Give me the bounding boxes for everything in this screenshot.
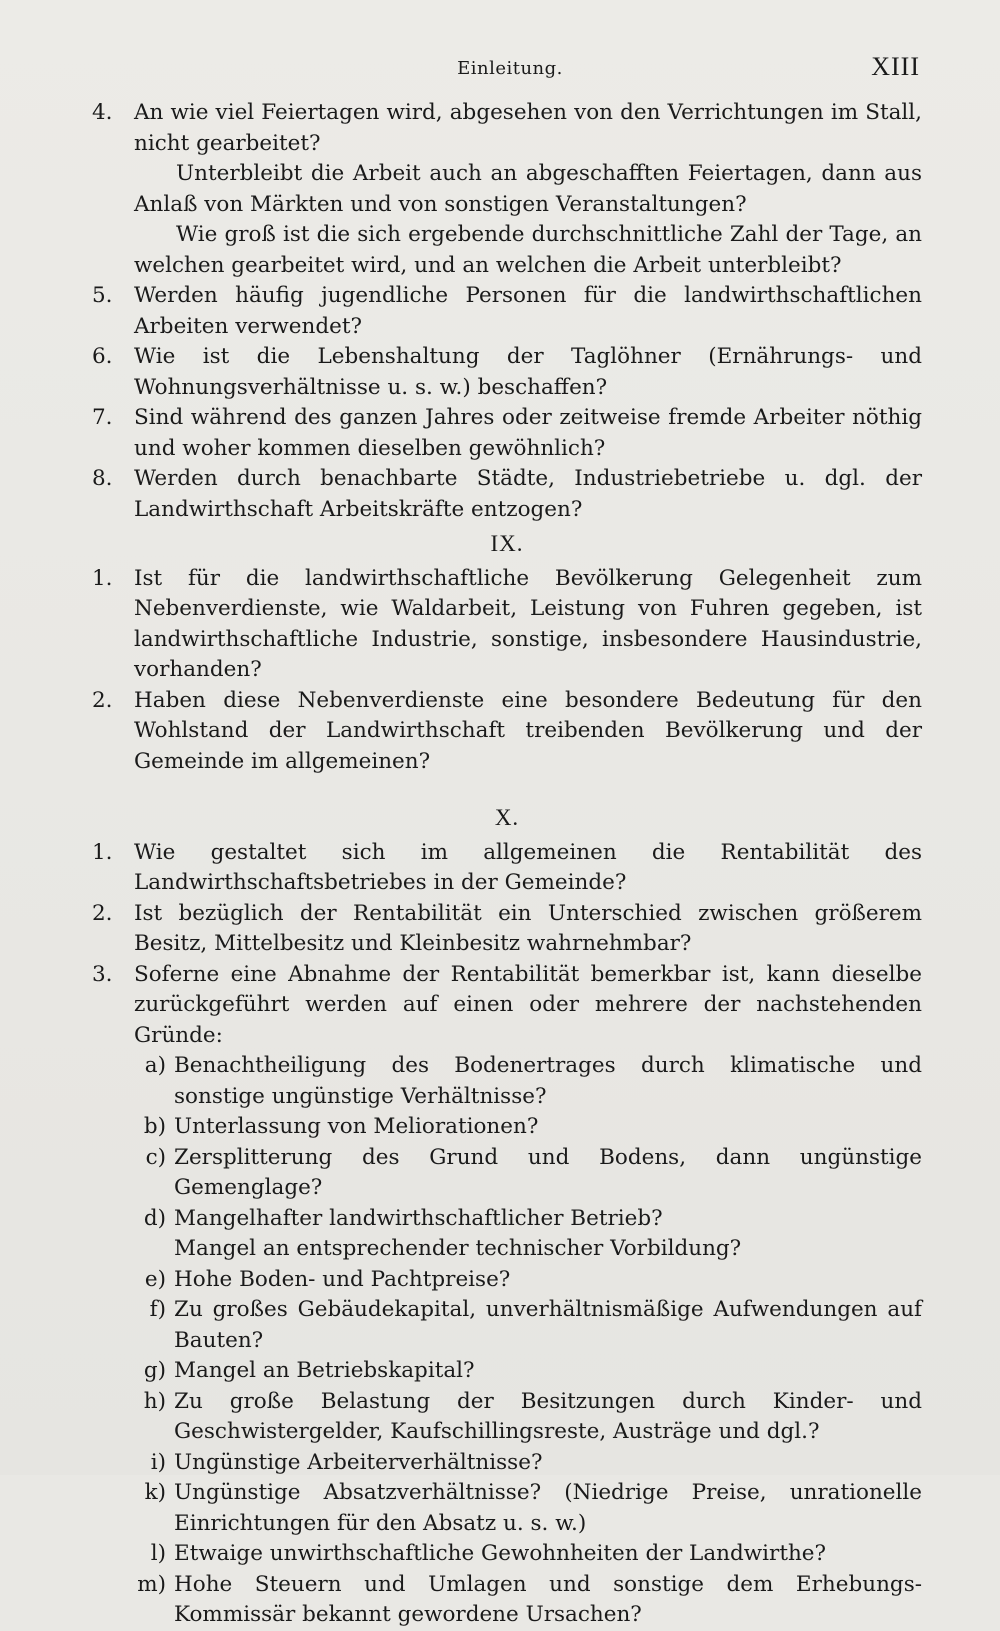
subitem-e xyxy=(92,1265,922,1296)
subitem-text: Hohe Steuern und Umlagen und sonstige dem Erhebungs-Kommissär bekannt gewordene Ursachen? xyxy=(174,1571,922,1627)
subitem-k xyxy=(92,1478,922,1539)
subitem-text: Zu große Belastung der Besitzungen durch Kinder- und Geschwistergelder, Kaufschillingsreste, Austräge und dgl.? xyxy=(174,1388,922,1444)
subitem-letter: b) xyxy=(143,1114,166,1139)
subitem-letter: k) xyxy=(144,1480,166,1505)
subitem-text: Mangelhafter landwirthschaftlicher Betrieb? xyxy=(174,1205,663,1231)
subitem-g xyxy=(92,1356,922,1387)
subitem-h xyxy=(92,1387,922,1448)
question-viii-8 xyxy=(92,464,922,525)
question-text: An wie viel Feiertagen wird, abgesehen von den Verrichtungen im Stall, nicht gearbeitet? xyxy=(134,100,922,156)
subitem-letter: f) xyxy=(149,1297,166,1322)
subitem-m xyxy=(92,1570,922,1631)
question-text: Haben diese Nebenverdienste eine besondere Bedeutung für den Wohlstand der Landwirthschaft treibenden Bevölkerung und der Gemeinde im allgemeinen? xyxy=(134,687,922,774)
question-number: 6. xyxy=(92,344,113,369)
question-number: 5. xyxy=(92,283,113,308)
subitem-d xyxy=(92,1204,922,1235)
question-x-2 xyxy=(92,899,922,960)
question-text: Ist für die landwirthschaftliche Bevölkerung Gelegenheit zum Nebenverdienste, wie Waldarbeit, Leistung von Fuhren gegeben, ist landwirthschaftliche Industrie, sonstige, insbesondere Hausindustrie, vorhanden? xyxy=(134,565,922,682)
question-viii-7 xyxy=(92,403,922,464)
subitem-text: Mangel an Betriebskapital? xyxy=(174,1358,475,1383)
subitem-d-extra: Mangel an entsprechender technischer Vorbildung? xyxy=(174,1236,742,1261)
question-x-3 xyxy=(92,960,922,1052)
question-paragraph: Unterbleibt die Arbeit auch an abgeschafften Feiertagen, dann aus Anlaß von Märkten und von sonstigen Veranstaltungen? xyxy=(134,161,922,217)
subitem-letter: i) xyxy=(150,1449,166,1475)
subitem-text: Benachtheiligung des Bodenertrages durch klimatische und sonstige ungünstige Verhältnisse? xyxy=(174,1053,922,1109)
subitem-l xyxy=(92,1539,922,1570)
subitem-text: Ungünstige Arbeiterverhältnisse? xyxy=(174,1449,543,1475)
subitem-f xyxy=(92,1295,922,1356)
question-x-1 xyxy=(92,838,922,899)
subitem-b xyxy=(92,1112,922,1143)
page-header xyxy=(100,52,920,92)
subitem-letter: l) xyxy=(150,1541,166,1566)
subitem-text: Unterlassung von Meliorationen? xyxy=(174,1114,539,1139)
section-heading-x: X. xyxy=(494,805,520,830)
question-number: 1. xyxy=(92,565,113,591)
question-number: 7. xyxy=(92,405,113,430)
subitem-letter: h) xyxy=(143,1388,166,1414)
question-viii-6 xyxy=(92,342,922,403)
subitem-a xyxy=(92,1051,922,1112)
subitem-text: Hohe Boden- und Pachtpreise? xyxy=(174,1266,511,1292)
subitem-text: Etwaige unwirthschaftliche Gewohnheiten der Landwirthe? xyxy=(174,1541,827,1566)
question-ix-1 xyxy=(92,564,922,686)
question-number: 4. xyxy=(92,100,113,125)
question-number: 2. xyxy=(92,687,113,713)
subitem-c xyxy=(92,1143,922,1204)
subitem-letter: d) xyxy=(143,1205,166,1231)
subitem-letter: e) xyxy=(144,1266,166,1292)
page-body xyxy=(92,98,922,1631)
question-number: 1. xyxy=(92,839,113,865)
subitem-text: Ungünstige Absatzverhältnisse? (Niedrige Preise, unrationelle Einrichtungen für den Absatz u. s. w.) xyxy=(174,1480,922,1536)
subitem-letter: a) xyxy=(144,1053,166,1078)
question-viii-4 xyxy=(92,98,922,159)
section-heading-ix: IX. xyxy=(490,531,524,556)
question-paragraph: Wie groß ist die sich ergebende durchschnittliche Zahl der Tage, an welchen gearbeitet wird, und an welchen die Arbeit unterbleibt? xyxy=(134,222,922,278)
subitem-text: Zersplitterung des Grund und Bodens, dann ungünstige Gemenglage? xyxy=(174,1144,922,1200)
subitem-letter: g) xyxy=(143,1358,166,1383)
question-number: 2. xyxy=(92,900,113,926)
question-number: 8. xyxy=(92,466,113,491)
subitem-letter: c) xyxy=(145,1144,166,1170)
question-text: Werden durch benachbarte Städte, Industriebetriebe u. dgl. der Landwirthschaft Arbeitskräfte entzogen? xyxy=(134,466,922,522)
question-text: Wie ist die Lebenshaltung der Taglöhner (Ernährungs- und Wohnungsverhältnisse u. s. w.) beschaffen? xyxy=(134,344,922,400)
subitem-text: Zu großes Gebäudekapital, unverhältnismäßige Aufwendungen auf Bauten? xyxy=(174,1297,922,1353)
question-text: Werden häufig jugendliche Personen für die landwirthschaftlichen Arbeiten verwendet? xyxy=(134,283,922,339)
question-number: 3. xyxy=(92,961,113,987)
running-head: Einleitung. xyxy=(457,58,563,79)
subitem-i xyxy=(92,1448,922,1479)
question-text: Ist bezüglich der Rentabilität ein Unterschied zwischen größerem Besitz, Mittelbesitz und Kleinbesitz wahrnehmbar? xyxy=(134,900,922,956)
question-viii-5 xyxy=(92,281,922,342)
question-text: Sind während des ganzen Jahres oder zeitweise fremde Arbeiter nöthig und woher kommen dieselben gewöhnlich? xyxy=(134,405,922,461)
question-text: Soferne eine Abnahme der Rentabilität bemerkbar ist, kann dieselbe zurückgeführt werden auf einen oder mehrere der nachstehenden Gründe: xyxy=(134,961,922,1048)
page-number: XIII xyxy=(871,52,920,81)
subitem-letter: m) xyxy=(137,1571,166,1597)
question-text: Wie gestaltet sich im allgemeinen die Rentabilität des Landwirthschaftsbetriebes in der Gemeinde? xyxy=(134,839,922,895)
question-ix-2 xyxy=(92,686,922,778)
